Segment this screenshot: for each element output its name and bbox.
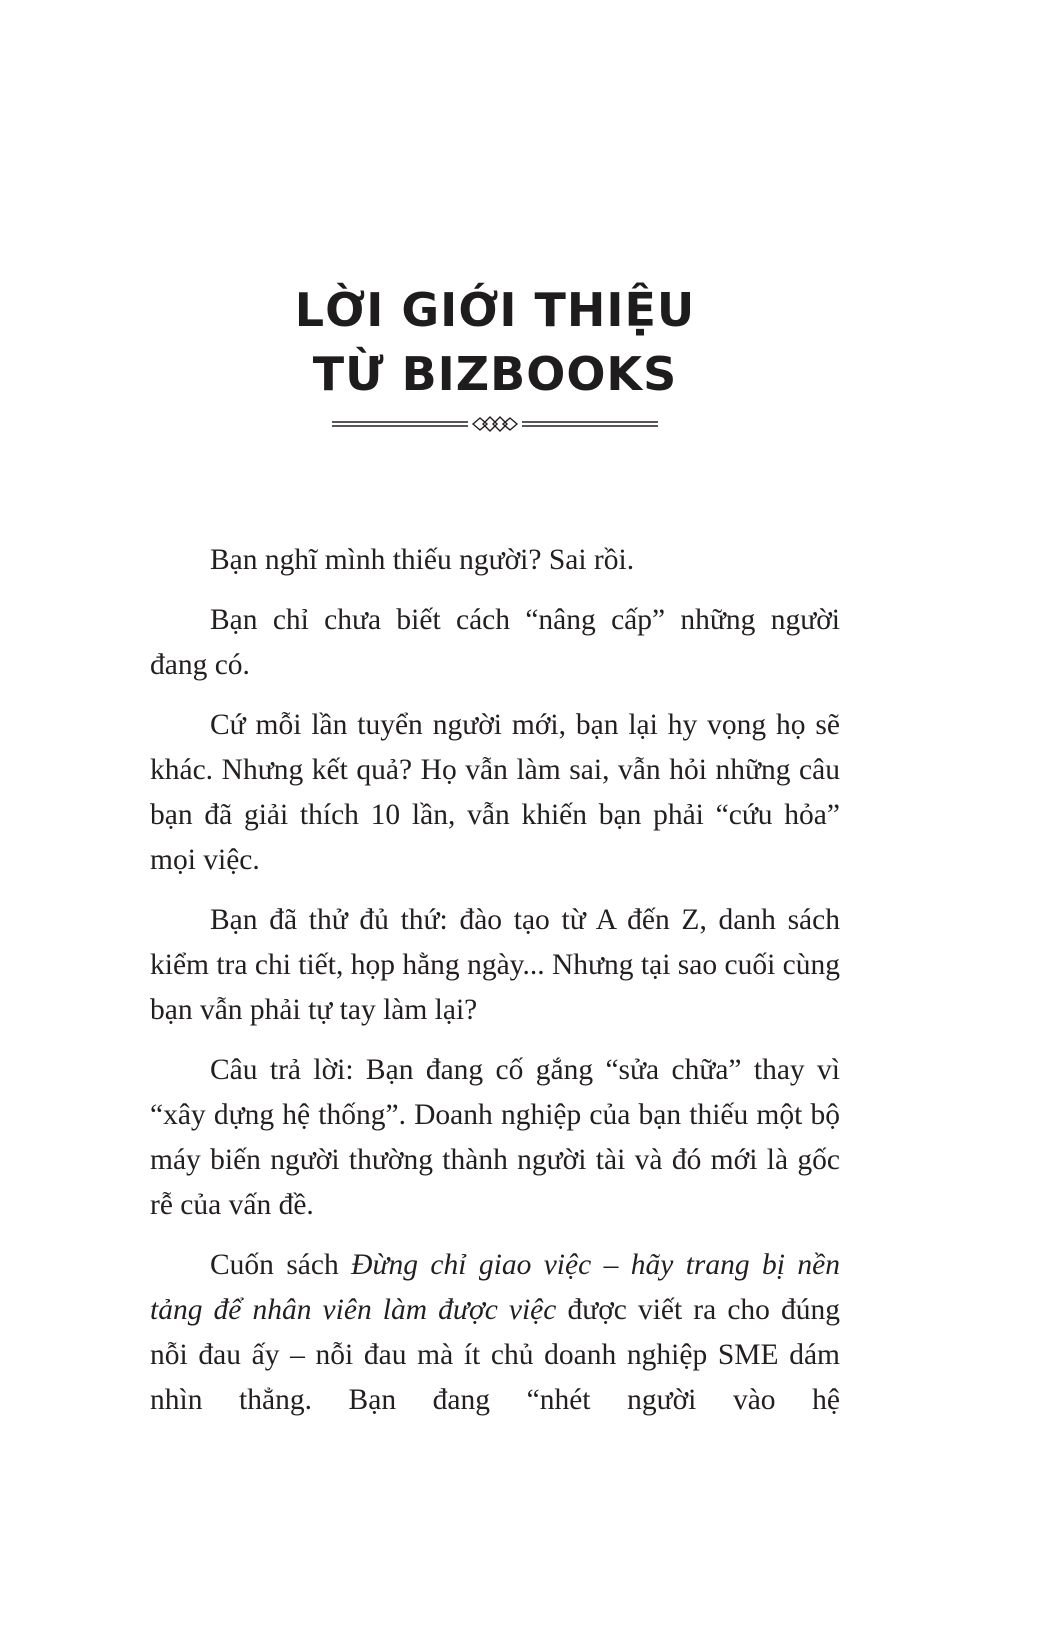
- book-title-italic: Đừng chỉ giao việc – hãy trang bị nền tảng để nhân viên làm được việc: [150, 1249, 840, 1326]
- paragraph: Bạn đã thử đủ thứ: đào tạo từ A đến Z, danh sách kiểm tra chi tiết, họp hằng ngày... Nhưng tại sao cuối cùng bạn vẫn phải tự tay làm lại?: [150, 904, 840, 1026]
- paragraph: [150, 1243, 840, 1423]
- paragraph: Cứ mỗi lần tuyển người mới, bạn lại hy vọng họ sẽ khác. Nhưng kết quả? Họ vẫn làm sai, vẫn hỏi những câu bạn đã giải thích 10 lần, vẫn khiến bạn phải “cứu hỏa” mọi việc.: [150, 709, 840, 876]
- chapter-title-line-1: LỜI GIỚI THIỆU: [294, 283, 696, 337]
- paragraph: Bạn chỉ chưa biết cách “nâng cấp” những người đang có.: [150, 604, 840, 681]
- divider-ornament-icon: [330, 414, 660, 434]
- paragraph-prefix: Cuốn sách: [210, 1249, 352, 1281]
- body-text: [150, 538, 840, 1438]
- chapter-title: [0, 278, 990, 406]
- chapter-title-line-2: TỪ BIZBOOKS: [312, 347, 678, 401]
- paragraph: Bạn nghĩ mình thiếu người? Sai rồi.: [210, 544, 635, 576]
- paragraph: Câu trả lời: Bạn đang cố gắng “sửa chữa” thay vì “xây dựng hệ thống”. Doanh nghiệp của bạn thiếu một bộ máy biến người thường thành người tài và đó mới là gốc rễ của vấn đề.: [150, 1054, 840, 1221]
- paragraph-suffix: được viết ra cho đúng nỗi đau ấy – nỗi đau mà ít chủ doanh nghiệp SME dám nhìn thẳng. Bạn đang “nhét người vào hệ: [150, 1294, 841, 1416]
